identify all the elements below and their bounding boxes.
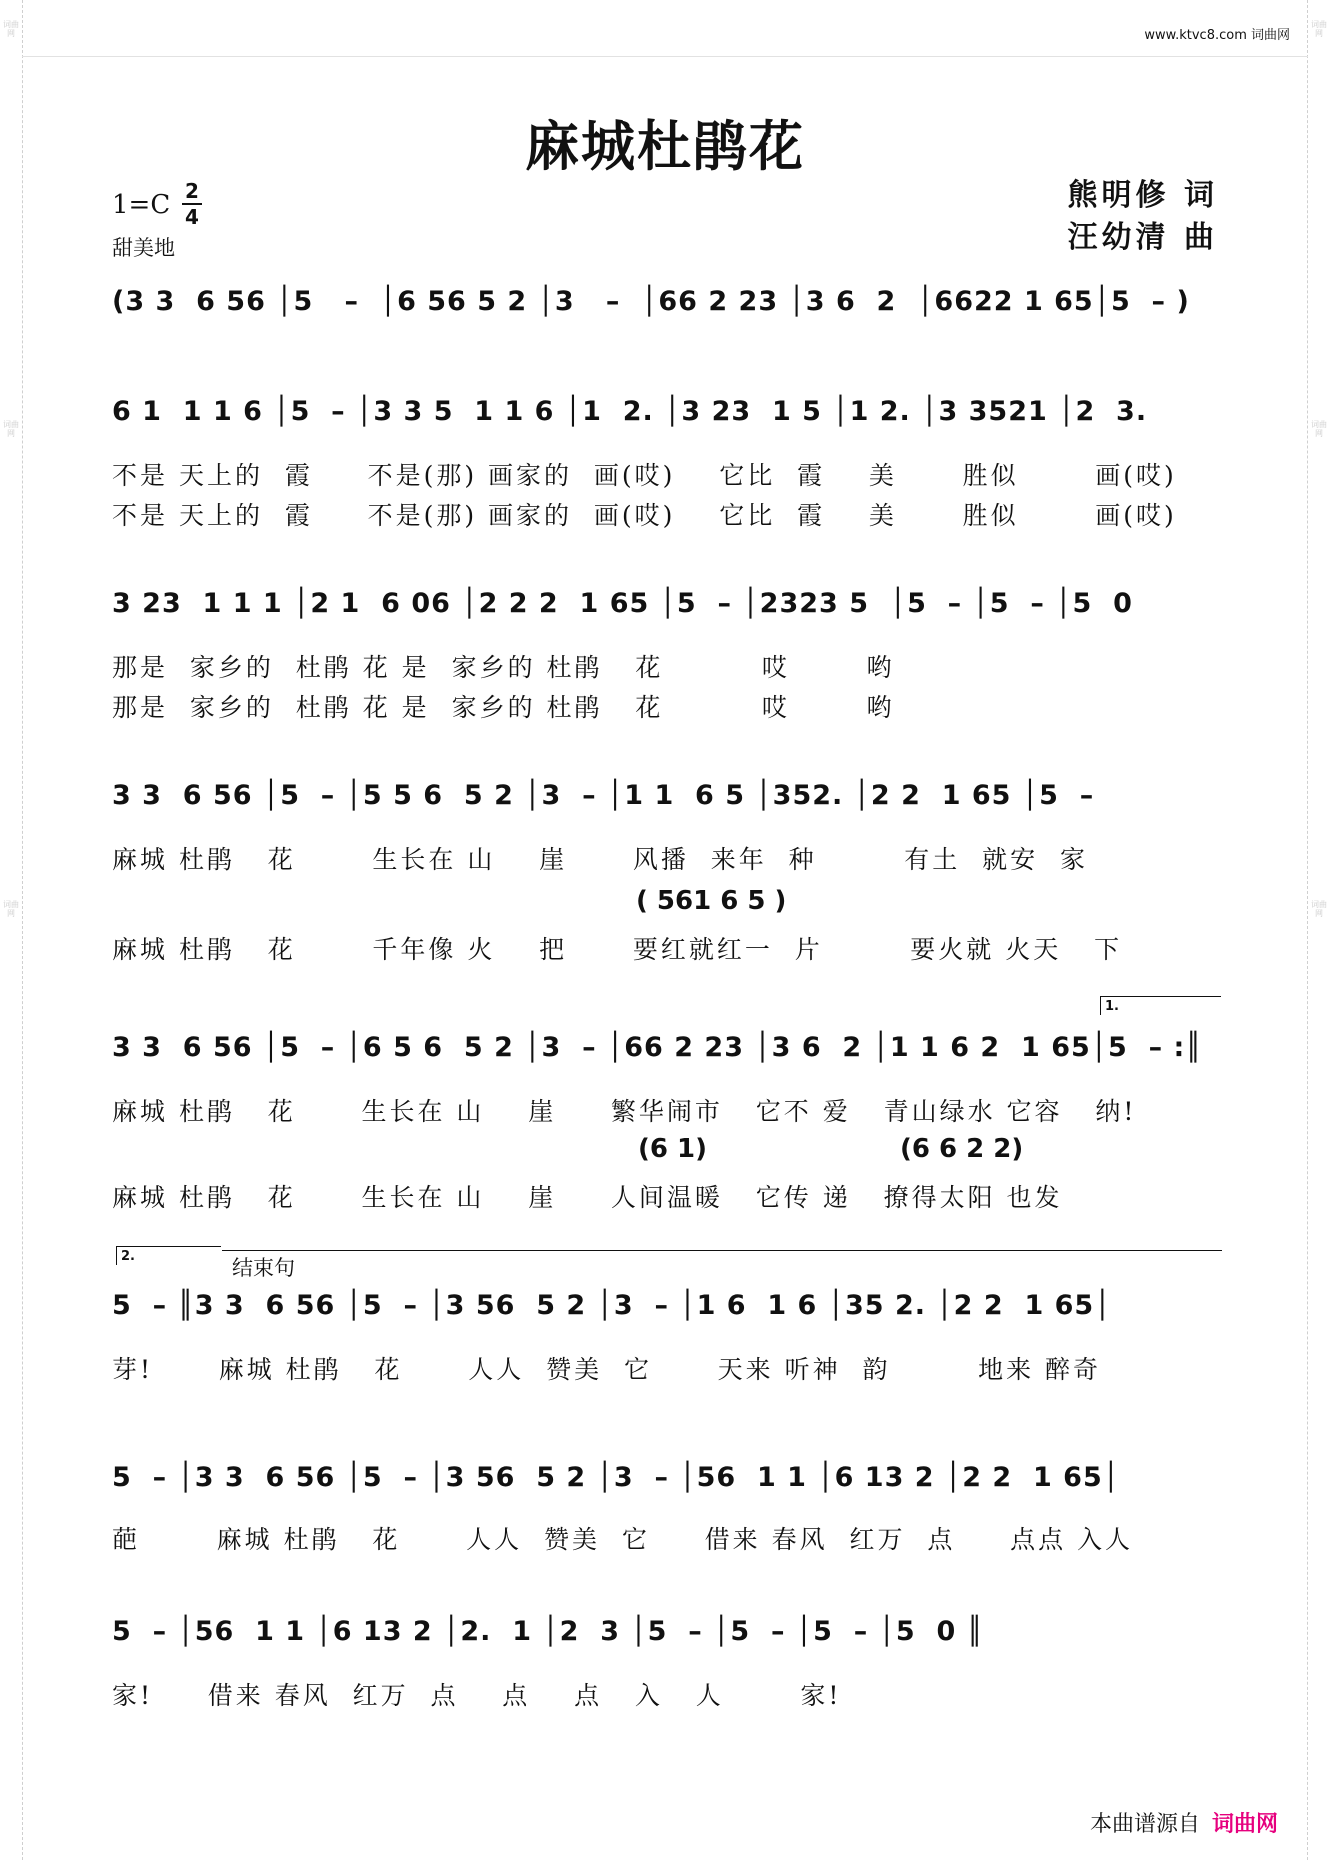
- song-title: 麻城杜鹃花: [525, 114, 805, 178]
- notation-line-7: 5 – │3 3 6 56 │5 – │3 56 5 2 │3 – │56 1 1 │6 13 2 │2 2 1 65│: [112, 1462, 1120, 1493]
- side-watermark-mid-left: 词曲网: [3, 420, 19, 438]
- alternate-notes-a: (6 1): [638, 1134, 707, 1164]
- header-rule: [22, 56, 1308, 57]
- side-watermark-top-right: 词曲网: [1311, 20, 1327, 38]
- lyric-line-6: 芽! 麻城 杜鹃 花 人人 赞美 它 天来 听神 韵 地来 醉奇: [112, 1355, 1102, 1384]
- alternate-notes-b: (6 6 2 2): [900, 1134, 1024, 1164]
- notation-line-3: 3 23 1 1 1 │2 1 6 06 │2 2 2 1 65 │5 – │2323 5 │5 – │5 – │5 0: [112, 588, 1144, 619]
- meter-top: 2: [185, 179, 199, 203]
- source-credit: [1090, 1807, 1278, 1838]
- tempo-marking: 甜美地: [112, 236, 175, 260]
- right-margin-strip: [1307, 0, 1330, 1860]
- side-watermark-top-left: 词曲网: [3, 20, 19, 38]
- site-url-header: www.ktvc8.com 词曲网: [1144, 28, 1290, 43]
- lyric-line-2-verse-2: 不是 天上的 霞 不是(那) 画家的 画(哎) 它比 霞 美 胜似 画(哎): [112, 501, 1177, 530]
- lyric-line-3-verse-1: 那是 家乡的 杜鹃 花 是 家乡的 杜鹃 花 哎 哟: [112, 653, 895, 682]
- key-signature: 1=C: [112, 190, 171, 220]
- lyric-line-5-verse-2: 麻城 杜鹃 花 生长在 山 崖 人间温暖 它传 递 撩得太阳 也发: [112, 1183, 1063, 1212]
- lyric-line-3-verse-2: 那是 家乡的 杜鹃 花 是 家乡的 杜鹃 花 哎 哟: [112, 693, 895, 722]
- lyric-line-4-verse-1: 麻城 杜鹃 花 生长在 山 崖 风播 来年 种 有土 就安 家: [112, 845, 1088, 874]
- lyric-line-7: 葩 麻城 杜鹃 花 人人 赞美 它 借来 春风 红万 点 点点 入人: [112, 1525, 1134, 1554]
- time-signature: [180, 180, 204, 228]
- left-margin-strip: [0, 0, 23, 1860]
- notation-line-8: 5 – │56 1 1 │6 13 2 │2. 1 │2 3 │5 – │5 – │5 – │5 0 ║: [112, 1616, 984, 1647]
- notation-line-1: (3 3 6 56 │5 – │6 56 5 2 │3 – │66 2 23 │3 6 2 │6622 1 65│5 – ): [112, 286, 1190, 317]
- notation-line-6: 5 – ║3 3 6 56 │5 – │3 56 5 2 │3 – │1 6 1 6 │35 2. │2 2 1 65│: [112, 1290, 1112, 1321]
- lyricist-credit: 熊明修 词: [1067, 178, 1218, 213]
- notation-line-4: 3 3 6 56 │5 – │5 5 6 5 2 │3 – │1 1 6 5 │352. │2 2 1 65 │5 –: [112, 780, 1105, 811]
- source-label: 本曲谱源自: [1089, 1812, 1200, 1837]
- notation-line-2: 6 1 1 1 6 │5 – │3 3 5 1 1 6 │1 2. │3 23 1 5 │1 2. │3 3521 │2 3.: [112, 396, 1158, 427]
- second-ending-bracket: 2.: [116, 1246, 221, 1265]
- alternate-notes-verse-2: ( 561 6 5 ): [636, 886, 787, 916]
- ending-section-rule: [222, 1250, 1222, 1251]
- side-watermark-low-left: 词曲网: [3, 900, 19, 918]
- lyric-line-8: 家! 借来 春风 红万 点 点 点 入 人 家!: [112, 1681, 842, 1710]
- side-watermark-low-right: 词曲网: [1311, 900, 1327, 918]
- source-brand-logo: 词曲网: [1211, 1812, 1278, 1837]
- composer-credit: 汪幼清 曲: [1067, 220, 1218, 255]
- lyric-line-2-verse-1: 不是 天上的 霞 不是(那) 画家的 画(哎) 它比 霞 美 胜似 画(哎): [112, 461, 1177, 490]
- meter-bottom: 4: [185, 205, 199, 229]
- lyric-line-4-verse-2: 麻城 杜鹃 花 千年像 火 把 要红就红一 片 要火就 火天 下: [112, 935, 1123, 964]
- ending-section-label: 结束句: [232, 1256, 295, 1280]
- first-ending-bracket: 1.: [1100, 996, 1221, 1015]
- side-watermark-mid-right: 词曲网: [1311, 420, 1327, 438]
- lyric-line-5-verse-1: 麻城 杜鹃 花 生长在 山 崖 繁华闹市 它不 爱 青山绿水 它容 纳!: [112, 1097, 1137, 1126]
- notation-line-5: 3 3 6 56 │5 – │6 5 6 5 2 │3 – │66 2 23 │3 6 2 │1 1 6 2 1 65│5 – :║: [112, 1032, 1203, 1063]
